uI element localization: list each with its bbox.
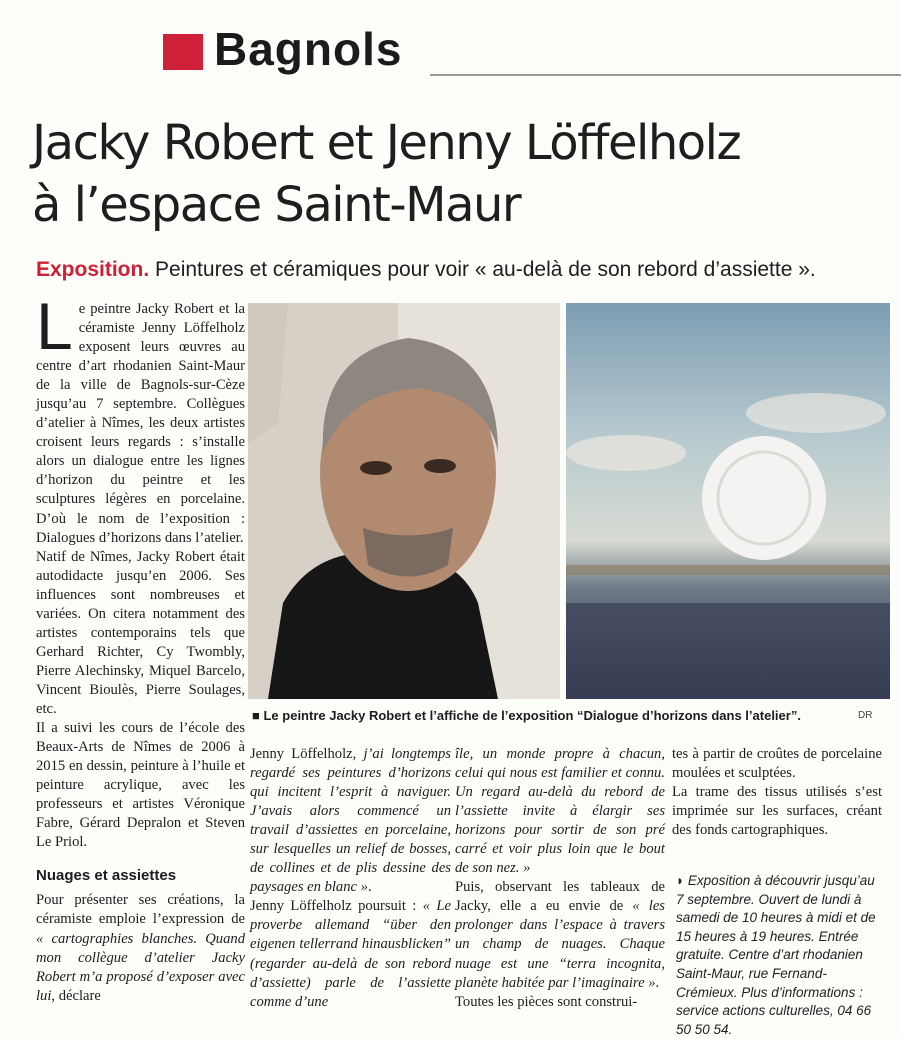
col3-p2-text: Puis, observant les tableaux de Jacky, elle a eu envie de	[455, 879, 665, 915]
paragraph-1	[36, 289, 245, 548]
article-column-1	[36, 289, 245, 1006]
section-marker	[163, 34, 203, 70]
column-3-paragraph-3: Toutes les pièces sont construi-	[455, 993, 638, 1010]
caption-text: Le peintre Jacky Robert et l’affiche de l’exposition “Dialogue d’horizons dans l’atelier”.	[263, 708, 801, 723]
column-2-paragraph-2	[250, 897, 451, 1011]
info-text: Exposition à découvrir jusqu’au 7 septembre. Ouvert de lundi à samedi de 10 heures à midi et de 15 heures à 19 heures. Entrée gratuite. Centre d’art rhodanien Saint-Maur, rue Fernand-Crémieux. Plus d’informations : service actions culturelles, 04 66 50 50 54.	[676, 873, 876, 1037]
exhibition-poster-photo	[566, 303, 890, 699]
paragraph-4-text: Pour présenter ses créations, la céramiste emploie l’expression de	[36, 892, 245, 928]
col2-end: .	[367, 879, 372, 896]
article-column-4	[672, 745, 882, 840]
headline-line-1: Jacky Robert et Jenny Löffelholz	[32, 115, 741, 171]
col2-p2-text: Jenny Löffelholz poursuit :	[250, 898, 423, 915]
column-3-paragraph-2	[455, 878, 665, 992]
deck-kicker: Exposition.	[36, 258, 150, 281]
paragraph-3: Il a suivi les cours de l’école des Beaux-Arts de Nîmes de 2006 à 2015 en dessin, peinture à l’huile et peinture acrylique, avec les professeurs et artistes Véronique Fabre, Gérard Depralon et Steven Le Priol.	[36, 720, 245, 851]
info-bullet: ◗	[676, 873, 685, 888]
header-rule	[430, 74, 901, 76]
column-3-paragraph-1	[455, 745, 665, 878]
drop-cap: L	[36, 289, 73, 363]
paragraph-4	[36, 891, 245, 1005]
headline	[32, 112, 892, 236]
col3-p2-quote: « les prolonger dans l’espace à travers un champ de nuages. Chaque nuage est une “terra incognita, planète habitée par l’imaginaire »	[455, 898, 665, 991]
quote-text: « cartographies blanches. Quand mon collègue d’atelier Jacky Robert m’a proposé d’exposer avec lui	[36, 930, 245, 1004]
paragraph-1-text: e peintre Jacky Robert et la céramiste Jenny Löffelholz exposent leurs œuvres au centre d’art rhodanien Saint-Maur de la ville de Bagnols-sur-Cèze jusqu’au 7 septembre. Collègues d’atelier à Nîmes, les deux artistes croisent leurs regards : s’installe alors un dialogue entre les lignes d’horizon du peintre et les sculptures légères en porcelaine. D’où le nom de l’exposition : Dialogues d’horizons dans l’atelier.	[36, 301, 245, 546]
column-4-paragraph-1: tes à partir de croûtes de porcelaine moulées et sculptées.	[672, 746, 882, 782]
col2-text: Jenny Löffelholz,	[250, 746, 364, 762]
section-title: Bagnols	[214, 23, 403, 75]
article-column-3	[455, 745, 665, 1012]
deck-text: Peintures et céramiques pour voir « au-delà de son rebord d’assiette ».	[155, 258, 816, 281]
paragraph-4-end: , déclare	[51, 987, 101, 1004]
deck	[36, 258, 816, 282]
poster-illustration	[566, 303, 890, 699]
column-2-paragraph-1	[250, 745, 451, 897]
col3-p2-end: .	[655, 974, 660, 991]
photo-caption	[252, 708, 801, 723]
subheading: Nuages et assiettes	[36, 867, 177, 885]
article-column-2	[250, 745, 451, 1012]
caption-bullet: ■	[252, 708, 260, 723]
practical-info	[676, 872, 886, 1039]
col3-quote: île, un monde propre à chacun, celui qui nous est familier et connu. Un regard au-delà du rebord de l’assiette invite à élargir ses horizons pour sortir de son pré carré et voir plus loin que le bout de son nez. »	[455, 746, 665, 877]
column-4-paragraph-2: La trame des tissus utilisés s’est imprimée sur les surfaces, créant des fonds cartographiques.	[672, 784, 882, 839]
portrait-illustration	[248, 303, 560, 699]
col2-p2-quote: « Le proverbe allemand “über den eigenen tellerrand hinausblicken” (regarder au-delà de son rebord d’assiette) parle de l’assiette comme d’une	[250, 898, 451, 1010]
portrait-photo	[248, 303, 560, 699]
col2-quote: j’ai longtemps regardé ses peintures d’horizons qui incitent l’esprit à naviguer. J’avais alors commencé un travail d’assiettes en porcelaine, sur lesquelles un relief de bosses, de collines et de plis dessine des paysages en blanc »	[250, 746, 451, 896]
paragraph-2: Natif de Nîmes, Jacky Robert était autodidacte jusqu’en 2006. Ses influences sont nombreuses et variées. On citera notamment des artistes contemporains tels que Gerhard Richter, Cy Twombly, Pierre Alechinsky, Miquel Barcelo, Vincent Bioulès, Pierre Soulages, etc.	[36, 548, 245, 717]
photo-credit: DR	[858, 710, 873, 721]
headline-line-2: à l’espace Saint-Maur	[32, 177, 521, 233]
